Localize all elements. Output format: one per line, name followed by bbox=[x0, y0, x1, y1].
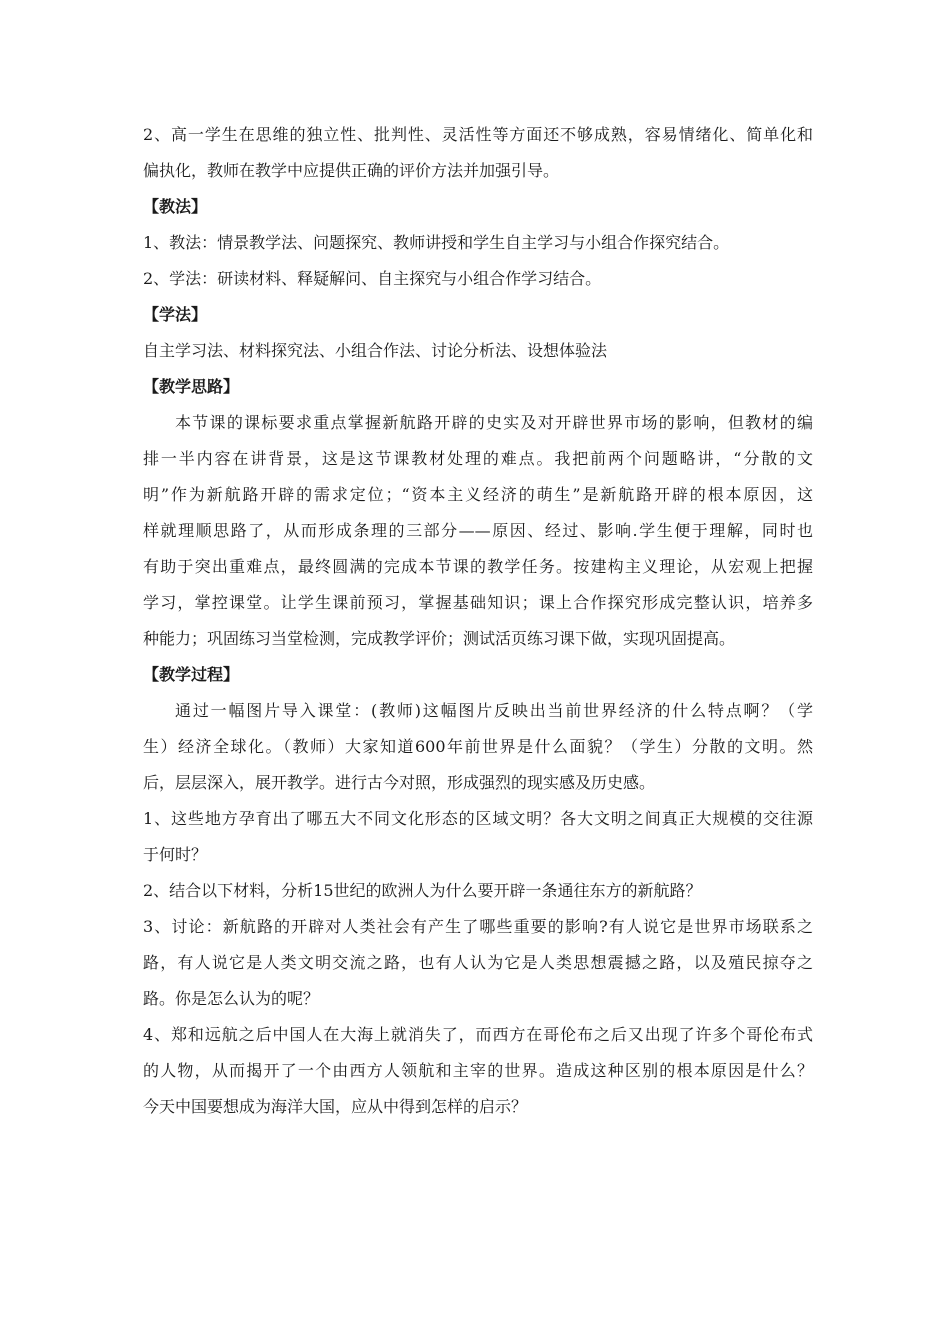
text-line: 学习，掌控课堂。让学生课前预习，掌握基础知识；课上合作探究形成完整认识，培养多 bbox=[143, 593, 813, 612]
section-heading-teaching-process: 【教学过程】 bbox=[143, 665, 240, 684]
question-3 bbox=[143, 909, 813, 1017]
text-line: 的人物，从而揭开了一个由西方人领航和主宰的世界。造成这种区别的根本原因是什么？ bbox=[143, 1061, 813, 1080]
intro-paragraph bbox=[143, 117, 813, 189]
teaching-process-intro bbox=[143, 693, 813, 801]
learning-method-text: 自主学习法、材料探究法、小组合作法、讨论分析法、设想体验法 bbox=[143, 341, 608, 360]
text-line: 2、高一学生在思维的独立性、批判性、灵活性等方面还不够成熟，容易情绪化、简单化和 bbox=[143, 125, 813, 144]
section-heading-teaching-approach: 【教学思路】 bbox=[143, 377, 240, 396]
section-heading-teaching-method: 【教法】 bbox=[143, 197, 208, 216]
text-line: 有助于突出重难点，最终圆满的完成本节课的教学任务。按建构主义理论，从宏观上把握 bbox=[143, 557, 813, 576]
text-line: 今天中国要想成为海洋大国，应从中得到怎样的启示？ bbox=[143, 1097, 528, 1116]
text-line: 3、讨论：新航路的开辟对人类社会有产生了哪些重要的影响?有人说它是世界市场联系之 bbox=[143, 917, 813, 936]
text-line: 偏执化，教师在教学中应提供正确的评价方法并加强引导。 bbox=[143, 161, 560, 180]
document-page bbox=[143, 117, 813, 1125]
teaching-approach-paragraph bbox=[143, 405, 813, 657]
section-heading-learning-method: 【学法】 bbox=[143, 305, 208, 324]
teaching-method-item: 2、学法：研读材料、释疑解问、自主探究与小组合作学习结合。 bbox=[143, 269, 602, 288]
text-line: 路。你是怎么认为的呢？ bbox=[143, 989, 320, 1008]
teaching-method-item: 1、教法：情景教学法、问题探究、教师讲授和学生自主学习与小组合作探究结合。 bbox=[143, 233, 730, 252]
text-line: 生）经济全球化。（教师）大家知道600年前世界是什么面貌？（学生）分散的文明。然 bbox=[143, 737, 813, 756]
question-1 bbox=[143, 801, 813, 873]
text-line: 明”作为新航路开辟的需求定位；“资本主义经济的萌生”是新航路开辟的根本原因，这 bbox=[143, 485, 813, 504]
text-line: 1、这些地方孕育出了哪五大不同文化形态的区域文明？各大文明之间真正大规模的交往源 bbox=[143, 809, 813, 828]
text-line: 本节课的课标要求重点掌握新航路开辟的史实及对开辟世界市场的影响，但教材的编 bbox=[175, 413, 813, 432]
text-line: 2、结合以下材料，分析15世纪的欧洲人为什么要开辟一条通往东方的新航路？ bbox=[143, 881, 702, 900]
question-2 bbox=[143, 873, 813, 909]
text-line: 路，有人说它是人类文明交流之路，也有人认为它是人类思想震撼之路，以及殖民掠夺之 bbox=[143, 953, 813, 972]
text-line: 于何时？ bbox=[143, 845, 208, 864]
text-line: 后，层层深入，展开教学。进行古今对照，形成强烈的现实感及历史感。 bbox=[143, 773, 656, 792]
text-line: 4、郑和远航之后中国人在大海上就消失了，而西方在哥伦布之后又出现了许多个哥伦布式 bbox=[143, 1025, 813, 1044]
text-line: 通过一幅图片导入课堂：(教师)这幅图片反映出当前世界经济的什么特点啊？（学 bbox=[175, 701, 813, 720]
question-4 bbox=[143, 1017, 813, 1125]
text-line: 样就理顺思路了，从而形成条理的三部分——原因、经过、影响.学生便于理解，同时也 bbox=[143, 521, 813, 540]
text-line: 排一半内容在讲背景，这是这节课教材处理的难点。我把前两个问题略讲，“分散的文 bbox=[143, 449, 813, 468]
text-line: 种能力；巩固练习当堂检测，完成教学评价；测试活页练习课下做，实现巩固提高。 bbox=[143, 629, 736, 648]
